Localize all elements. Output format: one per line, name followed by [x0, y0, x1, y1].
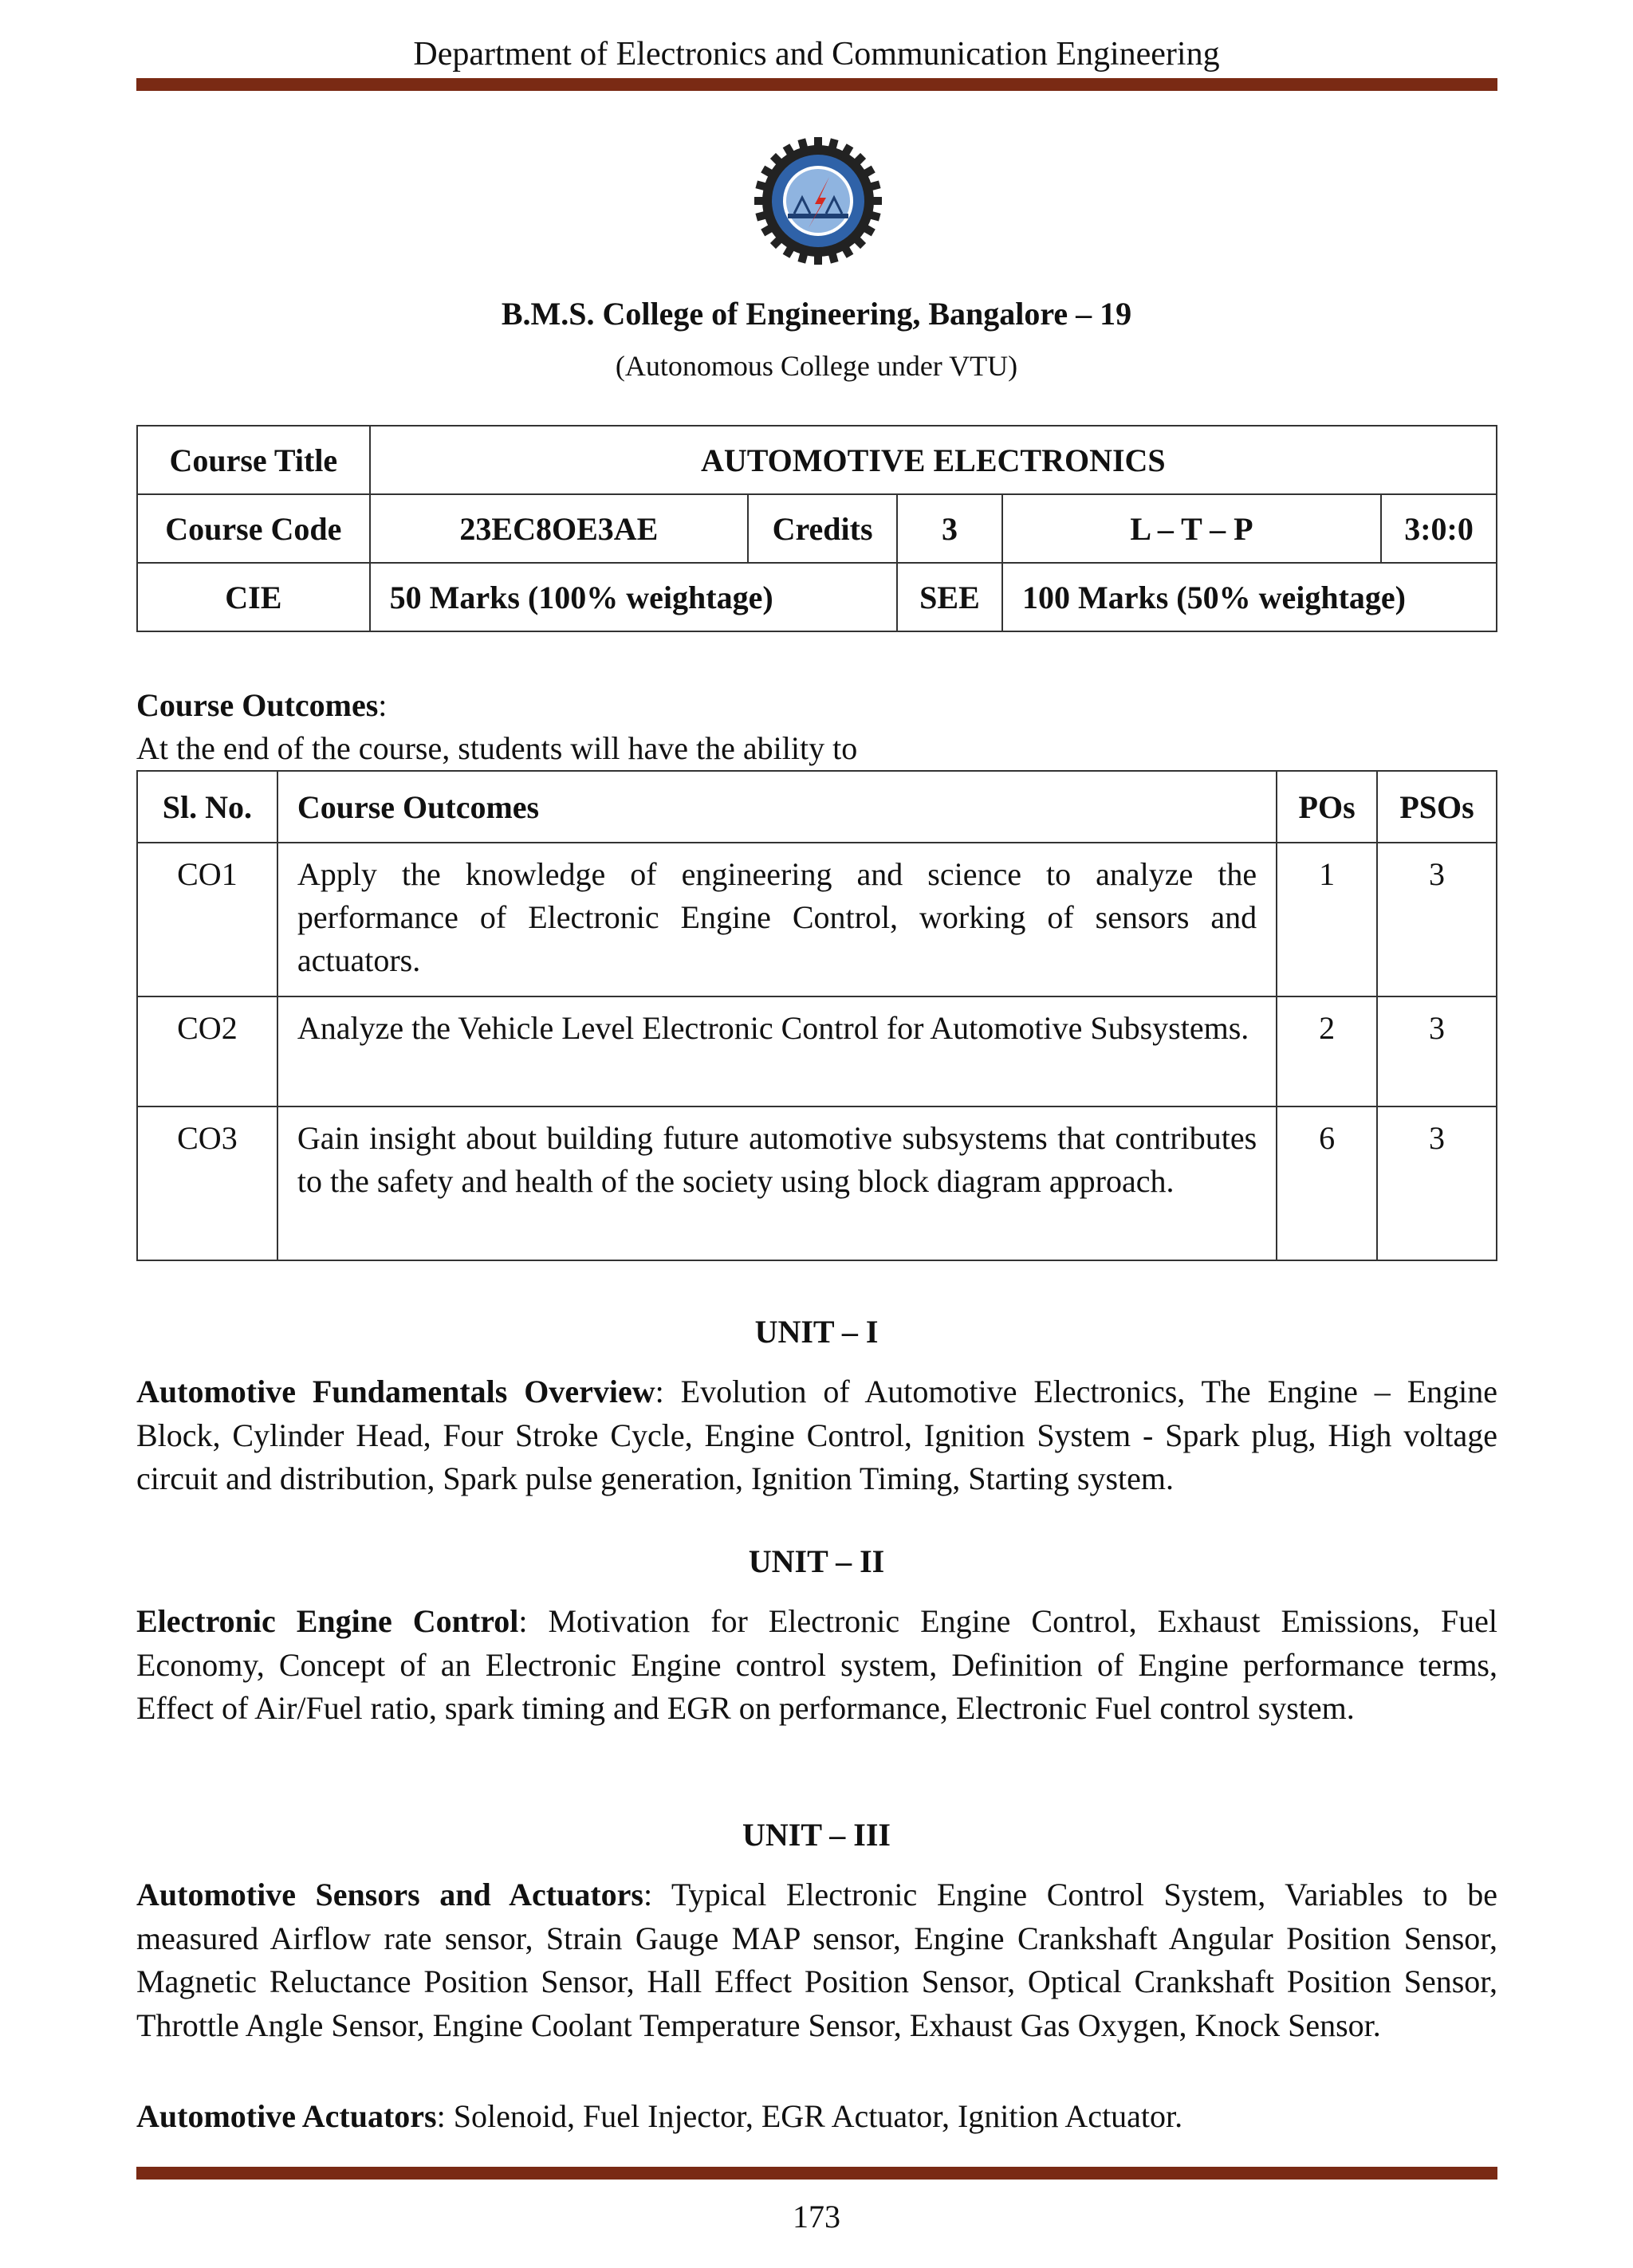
unit-2-title: UNIT – II: [748, 1543, 885, 1579]
unit-1-topic: Automotive Fundamentals Overview: [136, 1374, 655, 1409]
unit-1-text: : Evolution of Automotive Electronics, The Engine – Engine Block, Cylinder Head, Four Stroke Cycle, Engine Control, Ignition System - Spark plug, High voltage circuit and distribution, Spark pulse generation, Ignition Timing, Starting system.: [136, 1374, 1498, 1496]
course-info-table: [136, 425, 1497, 632]
co-psos: 3: [1377, 1106, 1497, 1260]
co-pos: 2: [1277, 996, 1377, 1106]
unit-3-text2: : Solenoid, Fuel Injector, EGR Actuator, Ignition Actuator.: [436, 2098, 1183, 2134]
col-header-outcome: Course Outcomes: [277, 771, 1277, 843]
cie-value: 50 Marks (100% weightage): [370, 563, 897, 631]
unit-3-topic2: Automotive Actuators: [136, 2098, 437, 2134]
col-header-pos: POs: [1277, 771, 1377, 843]
table-row: [137, 1106, 1497, 1260]
course-title-label: Course Title: [137, 426, 370, 494]
co-text: Gain insight about building future automotive subsystems that contributes to the safety and health of the society using block diagram approach.: [277, 1106, 1277, 1260]
co-id: CO2: [137, 996, 277, 1106]
footer-rule: [136, 2167, 1497, 2180]
co-psos: 3: [1377, 996, 1497, 1106]
unit-3-actuators: [136, 2095, 1497, 2139]
table-row: [137, 843, 1497, 996]
cie-label: CIE: [137, 563, 370, 631]
header-rule: [136, 78, 1497, 91]
co-text: Analyze the Vehicle Level Electronic Control for Automotive Subsystems.: [277, 996, 1277, 1106]
course-title-value: AUTOMOTIVE ELECTRONICS: [370, 426, 1497, 494]
credits-label: Credits: [748, 494, 897, 563]
college-name: B.M.S. College of Engineering, Bangalore – 19: [501, 296, 1132, 332]
unit-2-body: [136, 1600, 1497, 1731]
co-id: CO3: [137, 1106, 277, 1260]
unit-2-text: : Motivation for Electronic Engine Control, Exhaust Emissions, Fuel Economy, Concept of an Electronic Engine control system, Definition of Engine performance terms, Effect of Air/Fuel ratio, spark timing and EGR on performance, Electronic Fuel control system.: [136, 1603, 1497, 1726]
unit-1-body: [136, 1370, 1497, 1501]
co-id: CO1: [137, 843, 277, 996]
ltp-value: 3:0:0: [1381, 494, 1497, 563]
co-pos: 6: [1277, 1106, 1377, 1260]
outcomes-header-row: [137, 771, 1497, 843]
course-code-row: [137, 494, 1497, 563]
course-code-value: 23EC8OE3AE: [370, 494, 749, 563]
co-text: Apply the knowledge of engineering and science to analyze the performance of Electronic Engine Control, working of sensors and actuators.: [277, 843, 1277, 996]
unit-3-text: : Typical Electronic Engine Control System, Variables to be measured Airflow rate sensor, Strain Gauge MAP sensor, Engine Crankshaft Angular Position Sensor, Magnetic Reluctance Position Sensor, Hall Effect Position Sensor, Optical Crankshaft Position Sensor, Throttle Angle Sensor, Engine Coolant Temperature Sensor, Exhaust Gas Oxygen, Knock Sensor.: [136, 1877, 1497, 2043]
college-subtitle: (Autonomous College under VTU): [615, 350, 1018, 382]
unit-1-title: UNIT – I: [754, 1314, 879, 1350]
co-pos: 1: [1277, 843, 1377, 996]
college-seal-icon: [753, 136, 883, 266]
table-row: [137, 996, 1497, 1106]
unit-2-topic: Electronic Engine Control: [136, 1603, 519, 1639]
col-header-psos: PSOs: [1377, 771, 1497, 843]
ltp-label: L – T – P: [1002, 494, 1381, 563]
course-code-label: Course Code: [137, 494, 370, 563]
unit-3-topic: Automotive Sensors and Actuators: [136, 1877, 643, 1912]
see-value: 100 Marks (50% weightage): [1002, 563, 1497, 631]
course-title-row: [137, 426, 1497, 494]
course-outcomes-intro: At the end of the course, students will have the ability to: [136, 730, 858, 766]
department-header: Department of Electronics and Communication Engineering: [413, 36, 1220, 73]
course-outcomes-heading-text: Course Outcomes: [136, 687, 379, 723]
co-psos: 3: [1377, 843, 1497, 996]
page-number: 173: [793, 2199, 840, 2235]
marks-row: [137, 563, 1497, 631]
course-outcomes-heading-colon: :: [378, 687, 388, 723]
see-label: SEE: [897, 563, 1002, 631]
col-header-slno: Sl. No.: [137, 771, 277, 843]
credits-value: 3: [897, 494, 1002, 563]
course-outcomes-heading: [136, 684, 387, 727]
course-outcomes-table: [136, 770, 1497, 1261]
unit-3-title: UNIT – III: [742, 1817, 891, 1853]
unit-3-body: [136, 1873, 1497, 2047]
